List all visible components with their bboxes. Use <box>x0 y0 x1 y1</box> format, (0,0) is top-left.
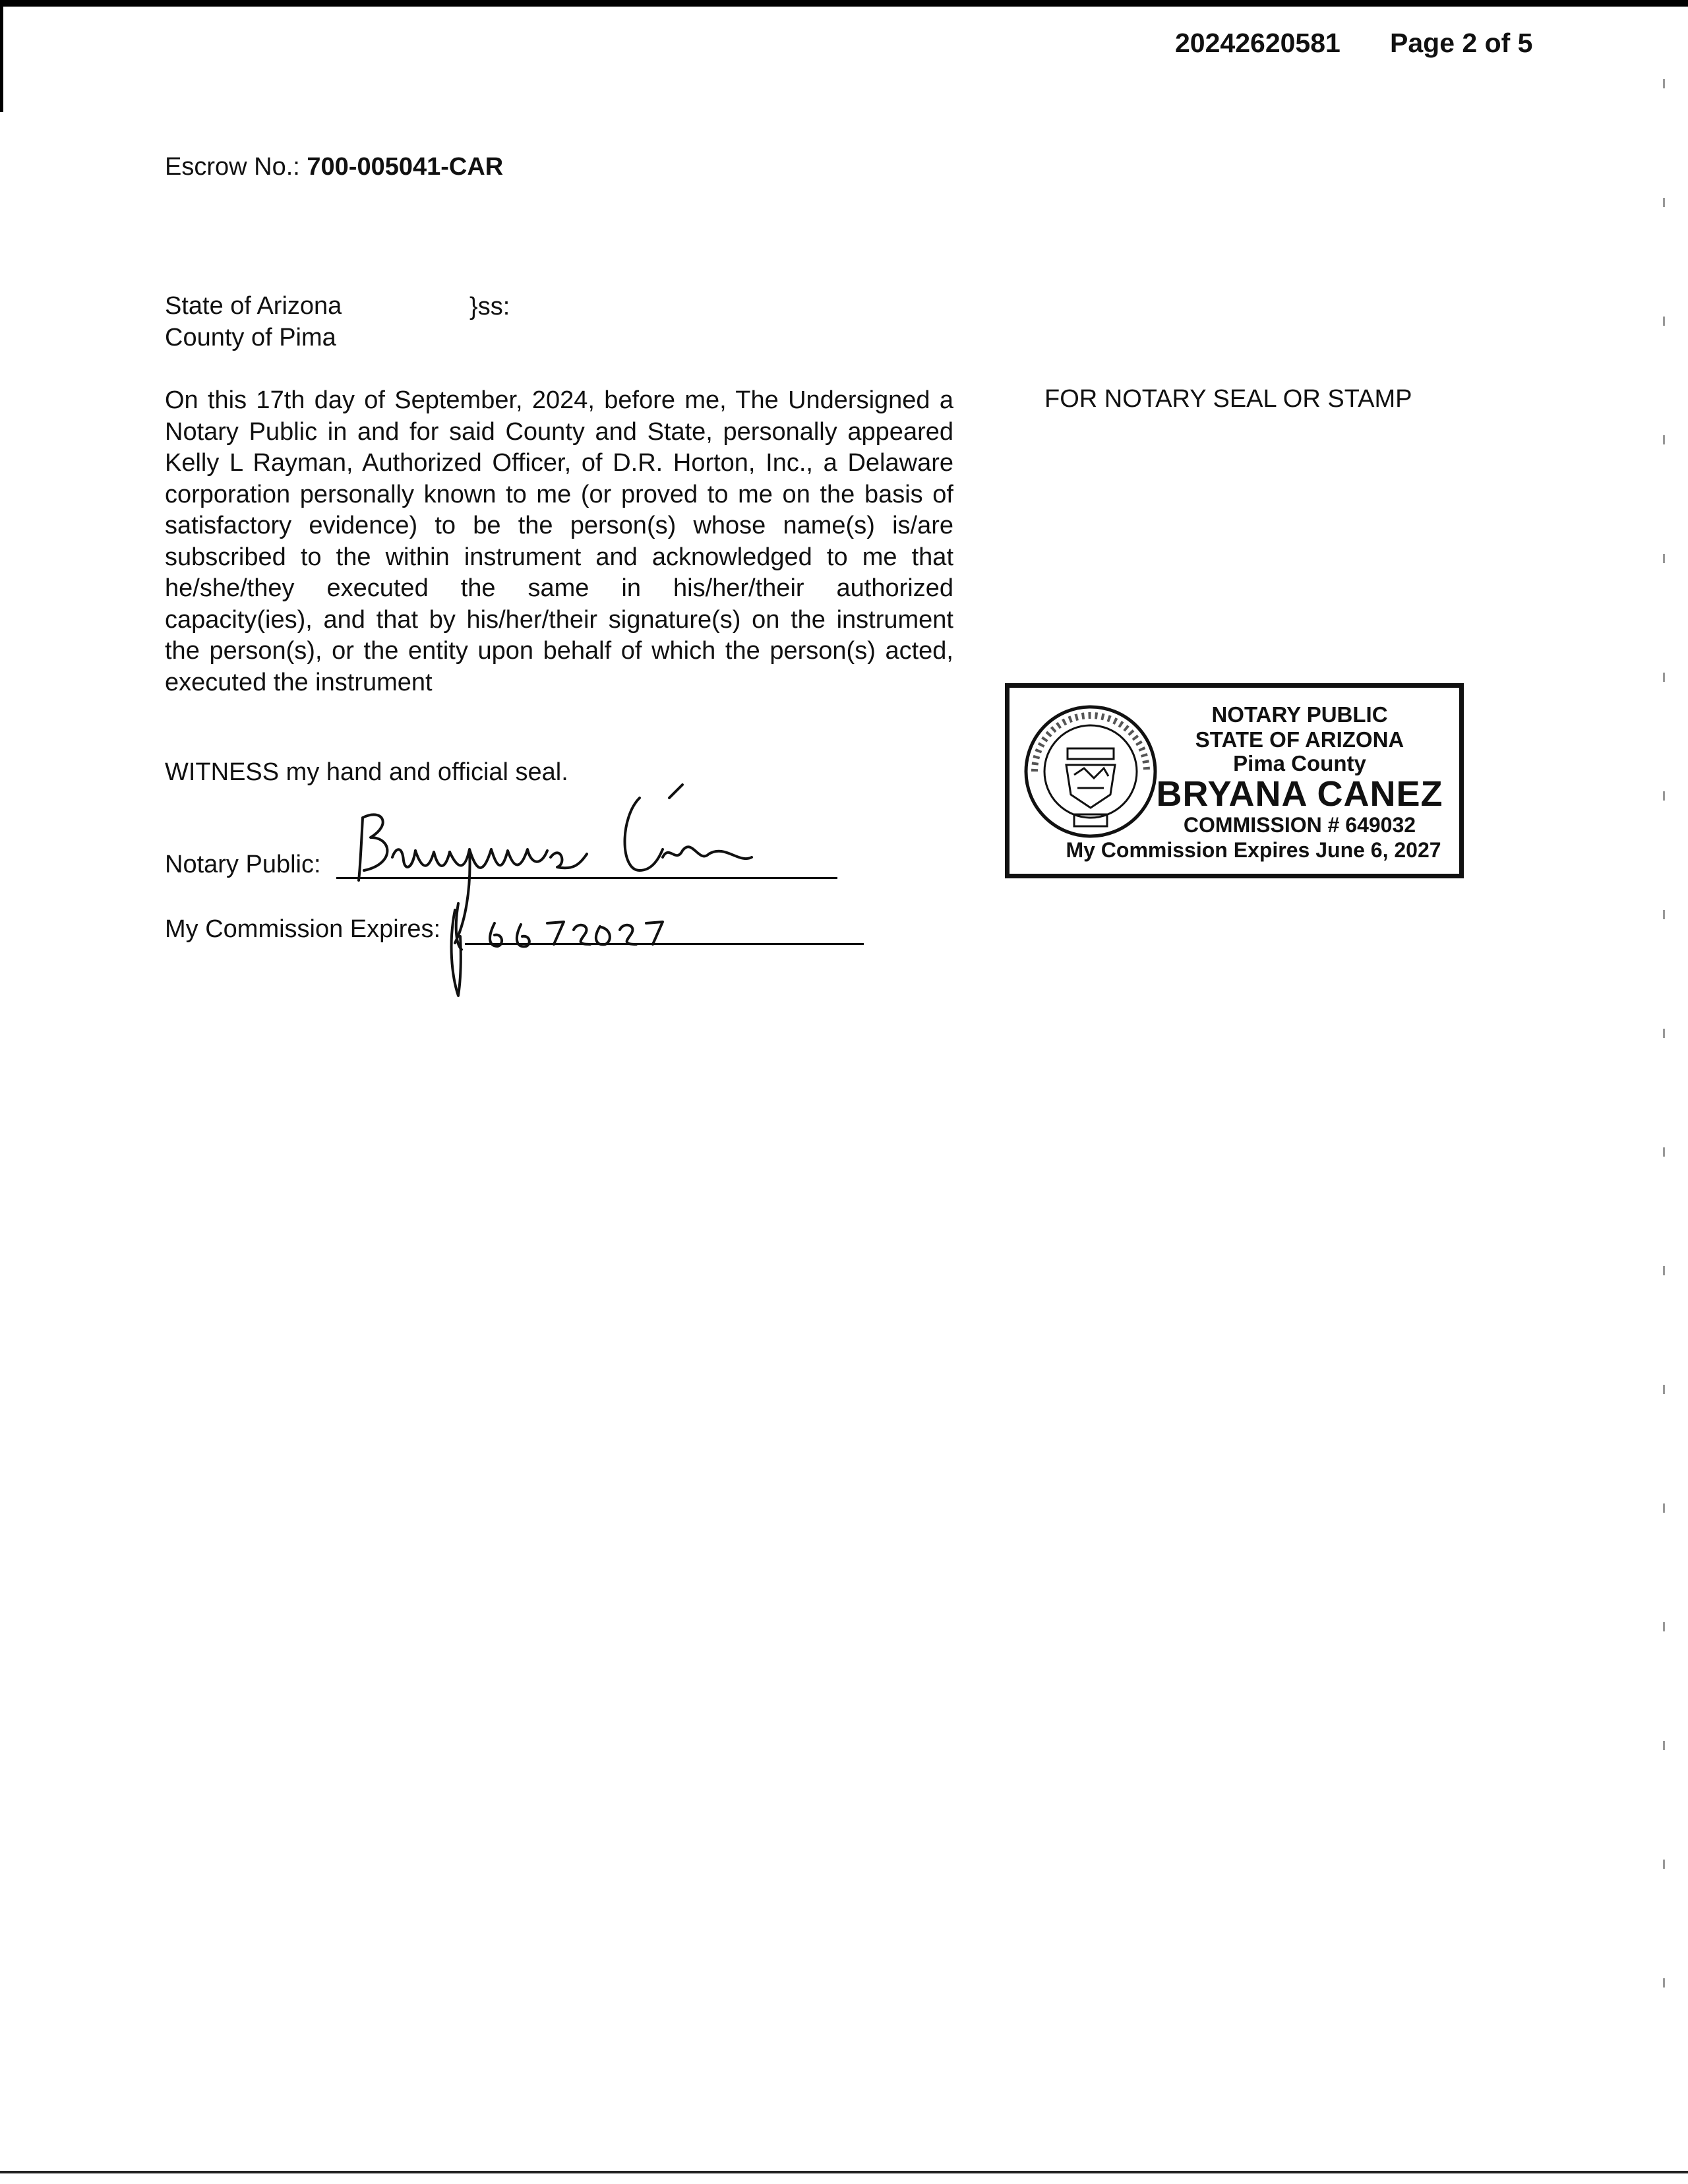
witness-statement: WITNESS my hand and official seal. <box>165 758 568 786</box>
notary-public-label: Notary Public: <box>165 851 321 878</box>
commission-expires-label: My Commission Expires: <box>165 915 441 943</box>
bottom-border-rule <box>0 2171 1688 2173</box>
recording-number: 20242620581 <box>1175 28 1341 58</box>
top-border-rule <box>0 0 1688 7</box>
escrow-label: Escrow No.: <box>165 153 307 181</box>
venue-county: County of Pima <box>165 324 336 351</box>
stamp-commission-number: COMMISSION # 649032 <box>1183 813 1416 837</box>
escrow-line <box>165 153 503 181</box>
venue-ss: }ss: <box>469 293 510 320</box>
page-indicator: Page 2 of 5 <box>1390 28 1533 58</box>
venue-state: State of Arizona <box>165 292 342 320</box>
notary-signature-handwriting <box>330 772 857 1009</box>
seal-area-label: FOR NOTARY SEAL OR STAMP <box>1044 385 1412 413</box>
stamp-line-county: Pima County <box>1233 751 1366 775</box>
acknowledgment-body: On this 17th day of September, 2024, before me, The Undersigned a Notary Public in and for said County and State, personally appeared Kelly L Rayman, Authorized Officer, of D.R. Horton, Inc., a Delaware corporation personally known to me (or proved to me on the basis of satisfactory evidence) to be the person(s) whose name(s) is/are subscribed to the within instrument and acknowledged to me that he/she/they executed the same in his/her/their authorized capacity(ies), and that by his/her/their signature(s) on the instrument the person(s), or the entity upon behalf of which the person(s) acted, executed the instrument <box>165 386 953 696</box>
state-seal-icon <box>1021 702 1160 841</box>
notary-stamp <box>1005 683 1464 878</box>
right-margin-marks <box>1663 79 1665 1991</box>
escrow-number: 700-005041-CAR <box>307 153 504 181</box>
stamp-line-notary-public: NOTARY PUBLIC <box>1211 702 1388 727</box>
left-border-rule <box>0 0 3 112</box>
stamp-expiration: My Commission Expires June 6, 2027 <box>1066 838 1441 862</box>
stamp-notary-name: BRYANA CANEZ <box>1156 774 1443 814</box>
stamp-line-state: STATE OF ARIZONA <box>1195 727 1404 752</box>
